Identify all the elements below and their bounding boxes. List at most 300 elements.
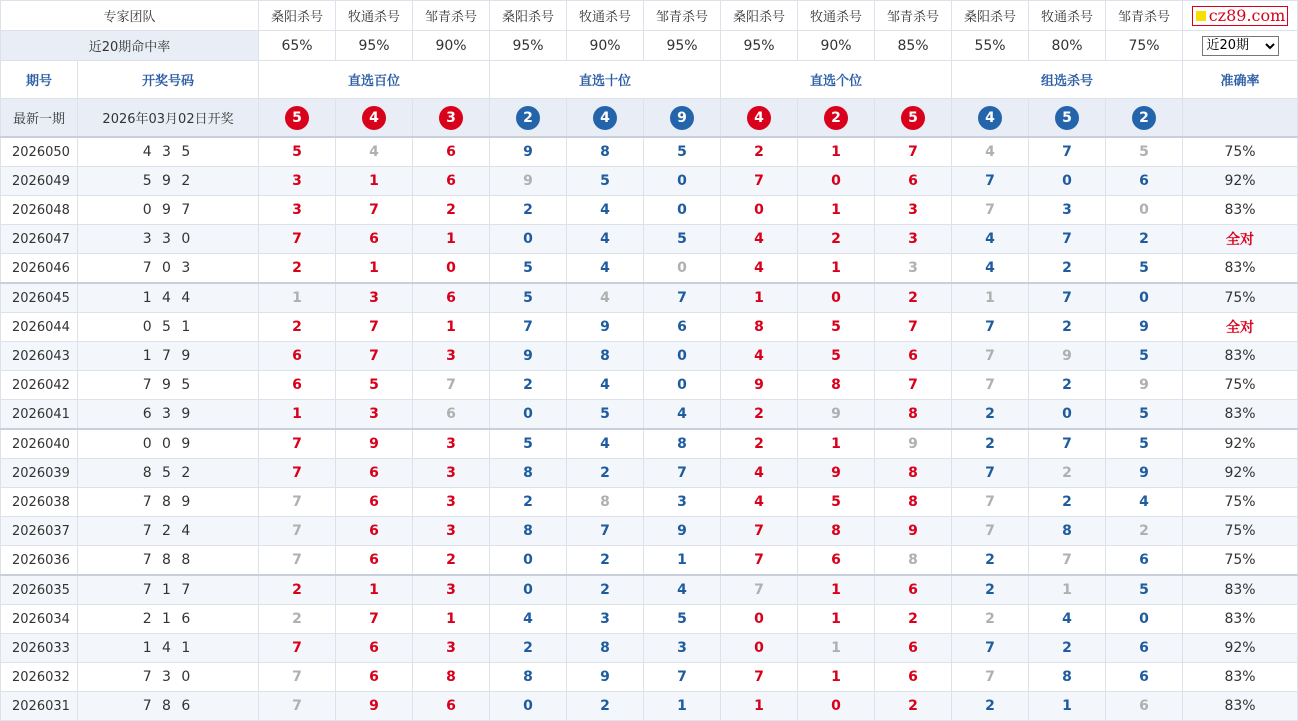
draw-numbers: 3 3 0 — [78, 225, 259, 254]
kill-number: 3 — [413, 634, 490, 663]
kill-number: 6 — [798, 546, 875, 576]
kill-number: 2 — [259, 575, 336, 605]
kill-number: 9 — [567, 313, 644, 342]
kill-number: 5 — [336, 371, 413, 400]
kill-number: 6 — [413, 167, 490, 196]
kill-number: 2 — [259, 605, 336, 634]
draw-numbers: 7 8 8 — [78, 546, 259, 576]
kill-number: 8 — [490, 517, 567, 546]
hit-rate: 75% — [1106, 31, 1183, 61]
kill-number: 7 — [952, 488, 1029, 517]
kill-number: 6 — [1106, 167, 1183, 196]
kill-number: 4 — [567, 254, 644, 284]
kill-number: 8 — [875, 546, 952, 576]
kill-number: 2 — [952, 546, 1029, 576]
kill-number: 7 — [259, 517, 336, 546]
kill-number: 8 — [798, 517, 875, 546]
site-logo[interactable] — [1192, 6, 1289, 26]
logo-square-icon — [1196, 11, 1206, 21]
kill-number: 4 — [567, 429, 644, 459]
issue-number: 2026038 — [1, 488, 78, 517]
kill-number: 3 — [644, 634, 721, 663]
kill-number: 0 — [1029, 167, 1106, 196]
kill-number: 2 — [952, 429, 1029, 459]
issue-number: 2026050 — [1, 137, 78, 167]
draw-numbers: 4 3 5 — [78, 137, 259, 167]
kill-number: 6 — [413, 400, 490, 430]
kill-number: 0 — [1106, 605, 1183, 634]
kill-number: 7 — [336, 313, 413, 342]
table-row — [1, 137, 1298, 167]
kill-number: 8 — [875, 400, 952, 430]
kill-number: 7 — [1029, 546, 1106, 576]
kill-number: 7 — [1029, 225, 1106, 254]
kill-number: 4 — [644, 575, 721, 605]
kill-number: 4 — [567, 196, 644, 225]
kill-number: 2 — [1029, 634, 1106, 663]
issue-number: 2026041 — [1, 400, 78, 430]
kill-number: 7 — [952, 371, 1029, 400]
prediction-ball: 2 — [1132, 106, 1156, 130]
hit-rate: 80% — [1029, 31, 1106, 61]
issue-number: 2026045 — [1, 283, 78, 313]
kill-number: 5 — [798, 342, 875, 371]
table-row — [1, 196, 1298, 225]
kill-number: 9 — [336, 429, 413, 459]
prediction-ball: 5 — [285, 106, 309, 130]
kill-number: 3 — [644, 488, 721, 517]
logo-cell — [1183, 1, 1298, 31]
period-select[interactable] — [1202, 36, 1279, 56]
kill-number: 7 — [644, 459, 721, 488]
table-row — [1, 371, 1298, 400]
expert-name: 桑阳杀号 — [259, 1, 336, 31]
kill-number: 1 — [413, 605, 490, 634]
logo-text: cz89.com — [1208, 5, 1286, 25]
kill-number: 0 — [490, 225, 567, 254]
kill-number: 7 — [259, 634, 336, 663]
kill-number: 1 — [798, 663, 875, 692]
kill-number: 5 — [567, 167, 644, 196]
kill-number: 0 — [644, 167, 721, 196]
table-row — [1, 254, 1298, 284]
expert-name: 牧通杀号 — [1029, 1, 1106, 31]
kill-number: 5 — [1106, 342, 1183, 371]
kill-number: 1 — [798, 137, 875, 167]
draw-numbers: 0 5 1 — [78, 313, 259, 342]
kill-number: 1 — [798, 429, 875, 459]
kill-number: 7 — [1029, 283, 1106, 313]
group-header-hundreds: 直选百位 — [259, 61, 490, 99]
latest-prediction-row — [1, 99, 1298, 138]
kill-number: 5 — [798, 313, 875, 342]
prediction-ball: 5 — [1055, 106, 1079, 130]
draw-numbers: 7 3 0 — [78, 663, 259, 692]
kill-number: 5 — [644, 137, 721, 167]
kill-number: 5 — [798, 488, 875, 517]
draw-numbers: 7 0 3 — [78, 254, 259, 284]
kill-number: 8 — [1029, 663, 1106, 692]
kill-number: 7 — [490, 313, 567, 342]
expert-name: 牧通杀号 — [798, 1, 875, 31]
kill-number: 6 — [336, 517, 413, 546]
kill-number: 6 — [1106, 634, 1183, 663]
kill-number: 2 — [259, 254, 336, 284]
hit-rate: 85% — [875, 31, 952, 61]
kill-number: 4 — [567, 283, 644, 313]
issue-number: 2026048 — [1, 196, 78, 225]
table-row — [1, 575, 1298, 605]
kill-number: 8 — [644, 429, 721, 459]
issue-number: 2026039 — [1, 459, 78, 488]
kill-number: 8 — [875, 488, 952, 517]
kill-number: 2 — [952, 575, 1029, 605]
kill-number: 2 — [721, 137, 798, 167]
accuracy-value: 83% — [1183, 605, 1298, 634]
draw-numbers: 6 3 9 — [78, 400, 259, 430]
issue-number: 2026043 — [1, 342, 78, 371]
kill-number: 3 — [413, 342, 490, 371]
kill-number: 2 — [1029, 371, 1106, 400]
kill-number: 2 — [1029, 488, 1106, 517]
table-row — [1, 605, 1298, 634]
kill-number: 0 — [644, 342, 721, 371]
accuracy-value: 92% — [1183, 459, 1298, 488]
kill-number: 4 — [721, 254, 798, 284]
kill-number: 9 — [490, 167, 567, 196]
accuracy-value: 92% — [1183, 167, 1298, 196]
kill-number: 9 — [798, 400, 875, 430]
kill-number: 9 — [336, 692, 413, 721]
kill-number: 0 — [644, 196, 721, 225]
kill-number: 1 — [644, 546, 721, 576]
kill-number: 8 — [567, 342, 644, 371]
kill-number: 9 — [1106, 459, 1183, 488]
kill-number: 0 — [721, 634, 798, 663]
issue-number: 2026042 — [1, 371, 78, 400]
expert-name: 邹青杀号 — [1106, 1, 1183, 31]
draw-numbers: 1 4 1 — [78, 634, 259, 663]
kill-number: 6 — [1106, 546, 1183, 576]
issue-number: 2026036 — [1, 546, 78, 576]
kill-number: 4 — [567, 371, 644, 400]
kill-number: 5 — [1106, 137, 1183, 167]
kill-number: 4 — [721, 488, 798, 517]
history-rows — [1, 137, 1298, 721]
draw-numbers: 1 4 4 — [78, 283, 259, 313]
kill-number: 4 — [644, 400, 721, 430]
kill-number: 5 — [644, 225, 721, 254]
kill-number: 7 — [721, 663, 798, 692]
kill-number: 6 — [336, 663, 413, 692]
expert-name: 邹青杀号 — [644, 1, 721, 31]
kill-number: 7 — [952, 196, 1029, 225]
hit-rate-label: 近20期命中率 — [1, 31, 259, 61]
kill-number: 3 — [259, 167, 336, 196]
kill-number: 6 — [336, 546, 413, 576]
draw-numbers: 0 9 7 — [78, 196, 259, 225]
kill-number: 1 — [798, 634, 875, 663]
group-header-units: 直选个位 — [721, 61, 952, 99]
kill-number: 2 — [1029, 313, 1106, 342]
latest-draw-date: 2026年03月02日开奖 — [78, 99, 259, 138]
kill-number: 7 — [259, 429, 336, 459]
expert-name: 桑阳杀号 — [721, 1, 798, 31]
table-row — [1, 225, 1298, 254]
expert-name: 牧通杀号 — [336, 1, 413, 31]
kill-number: 5 — [1106, 400, 1183, 430]
kill-number: 9 — [490, 342, 567, 371]
kill-number: 7 — [952, 313, 1029, 342]
kill-number: 3 — [413, 575, 490, 605]
kill-number: 9 — [798, 459, 875, 488]
kill-number: 7 — [413, 371, 490, 400]
kill-number: 2 — [952, 692, 1029, 721]
kill-number: 5 — [1106, 429, 1183, 459]
draw-numbers: 1 7 9 — [78, 342, 259, 371]
issue-column-header: 期号 — [1, 61, 78, 99]
kill-number: 7 — [875, 371, 952, 400]
kill-number: 0 — [798, 167, 875, 196]
kill-number: 7 — [721, 517, 798, 546]
kill-number: 6 — [336, 459, 413, 488]
kill-number: 2 — [1106, 517, 1183, 546]
kill-number: 2 — [952, 400, 1029, 430]
kill-number: 1 — [1029, 692, 1106, 721]
kill-number: 2 — [490, 634, 567, 663]
latest-accuracy-empty — [1183, 99, 1298, 138]
kill-number: 8 — [567, 137, 644, 167]
kill-number: 8 — [567, 634, 644, 663]
kill-number: 7 — [952, 663, 1029, 692]
draw-numbers: 7 9 5 — [78, 371, 259, 400]
hit-rate: 90% — [413, 31, 490, 61]
kill-number: 3 — [259, 196, 336, 225]
kill-number: 8 — [875, 459, 952, 488]
kill-number: 2 — [567, 575, 644, 605]
kill-number: 4 — [721, 459, 798, 488]
kill-number: 2 — [798, 225, 875, 254]
kill-number: 1 — [721, 283, 798, 313]
kill-number: 7 — [721, 167, 798, 196]
kill-number: 5 — [1106, 575, 1183, 605]
accuracy-value: 83% — [1183, 400, 1298, 430]
kill-number: 4 — [721, 225, 798, 254]
draw-numbers: 7 8 9 — [78, 488, 259, 517]
kill-number: 2 — [567, 692, 644, 721]
kill-number: 2 — [490, 488, 567, 517]
prediction-ball: 4 — [747, 106, 771, 130]
kill-number: 7 — [644, 283, 721, 313]
kill-number: 9 — [875, 517, 952, 546]
kill-number: 3 — [1029, 196, 1106, 225]
kill-number: 6 — [413, 137, 490, 167]
team-label: 专家团队 — [1, 1, 259, 31]
kill-number: 7 — [259, 488, 336, 517]
kill-number: 5 — [490, 254, 567, 284]
prediction-ball: 4 — [978, 106, 1002, 130]
issue-number: 2026035 — [1, 575, 78, 605]
kill-number: 6 — [413, 692, 490, 721]
prediction-ball: 2 — [824, 106, 848, 130]
draw-numbers: 8 5 2 — [78, 459, 259, 488]
kill-number: 0 — [490, 546, 567, 576]
kill-number: 7 — [952, 517, 1029, 546]
kill-number: 7 — [1029, 429, 1106, 459]
kill-number: 8 — [567, 488, 644, 517]
kill-number: 8 — [721, 313, 798, 342]
kill-number: 2 — [490, 196, 567, 225]
table-row — [1, 342, 1298, 371]
hit-rate: 95% — [336, 31, 413, 61]
kill-number: 7 — [721, 546, 798, 576]
prediction-ball: 3 — [439, 106, 463, 130]
kill-number: 6 — [413, 283, 490, 313]
kill-number: 7 — [259, 546, 336, 576]
kill-number: 7 — [259, 692, 336, 721]
prediction-ball: 5 — [901, 106, 925, 130]
kill-number: 0 — [798, 283, 875, 313]
kill-number: 3 — [875, 254, 952, 284]
kill-number: 9 — [721, 371, 798, 400]
kill-number: 5 — [490, 283, 567, 313]
issue-number: 2026046 — [1, 254, 78, 284]
expert-name: 桑阳杀号 — [490, 1, 567, 31]
table-row — [1, 400, 1298, 430]
kill-number: 2 — [567, 459, 644, 488]
table-row — [1, 283, 1298, 313]
hit-rate: 65% — [259, 31, 336, 61]
kill-number: 3 — [336, 400, 413, 430]
kill-number: 2 — [1029, 459, 1106, 488]
kill-number: 9 — [490, 137, 567, 167]
table-row — [1, 313, 1298, 342]
latest-label: 最新一期 — [1, 99, 78, 138]
accuracy-value: 75% — [1183, 371, 1298, 400]
kill-number: 4 — [336, 137, 413, 167]
kill-number: 9 — [644, 517, 721, 546]
hit-rate: 90% — [567, 31, 644, 61]
kill-number: 0 — [644, 371, 721, 400]
kill-number: 5 — [490, 429, 567, 459]
kill-number: 7 — [875, 313, 952, 342]
kill-number: 1 — [336, 167, 413, 196]
kill-number: 0 — [644, 254, 721, 284]
accuracy-value: 全对 — [1183, 313, 1298, 342]
prediction-ball: 9 — [670, 106, 694, 130]
accuracy-value: 92% — [1183, 634, 1298, 663]
accuracy-value: 83% — [1183, 342, 1298, 371]
kill-number: 2 — [875, 605, 952, 634]
table-row — [1, 546, 1298, 576]
kill-number: 2 — [490, 371, 567, 400]
issue-number: 2026040 — [1, 429, 78, 459]
kill-number: 6 — [644, 313, 721, 342]
kill-number: 0 — [490, 692, 567, 721]
hit-rate-row — [1, 31, 1298, 61]
kill-number: 6 — [875, 663, 952, 692]
kill-number: 4 — [1029, 605, 1106, 634]
kill-number: 6 — [259, 371, 336, 400]
kill-number: 7 — [952, 459, 1029, 488]
kill-number: 0 — [490, 575, 567, 605]
draw-numbers: 2 1 6 — [78, 605, 259, 634]
kill-number: 4 — [952, 225, 1029, 254]
kill-number: 3 — [567, 605, 644, 634]
expert-name: 桑阳杀号 — [952, 1, 1029, 31]
expert-name: 邹青杀号 — [875, 1, 952, 31]
draw-numbers: 0 0 9 — [78, 429, 259, 459]
table-row — [1, 517, 1298, 546]
kill-number: 1 — [336, 575, 413, 605]
expert-name: 邹青杀号 — [413, 1, 490, 31]
kill-number: 4 — [1106, 488, 1183, 517]
draw-numbers: 5 9 2 — [78, 167, 259, 196]
kill-number: 4 — [952, 254, 1029, 284]
kill-number: 3 — [875, 225, 952, 254]
group-header-group-kill: 组选杀号 — [952, 61, 1183, 99]
prediction-ball: 2 — [516, 106, 540, 130]
accuracy-value: 75% — [1183, 488, 1298, 517]
kill-number: 8 — [1029, 517, 1106, 546]
kill-number: 1 — [952, 283, 1029, 313]
issue-number: 2026049 — [1, 167, 78, 196]
kill-number: 1 — [798, 196, 875, 225]
kill-number: 3 — [413, 459, 490, 488]
period-select-cell — [1183, 31, 1298, 61]
kill-number: 1 — [1029, 575, 1106, 605]
kill-number: 7 — [875, 137, 952, 167]
kill-number: 4 — [721, 342, 798, 371]
accuracy-value: 83% — [1183, 196, 1298, 225]
kill-number: 0 — [798, 692, 875, 721]
issue-number: 2026034 — [1, 605, 78, 634]
expert-name: 牧通杀号 — [567, 1, 644, 31]
kill-number: 0 — [413, 254, 490, 284]
kill-number: 7 — [259, 663, 336, 692]
kill-number: 2 — [875, 283, 952, 313]
hit-rate: 95% — [644, 31, 721, 61]
kill-number: 8 — [490, 663, 567, 692]
kill-number: 2 — [952, 605, 1029, 634]
kill-number: 7 — [336, 605, 413, 634]
hit-rate: 95% — [490, 31, 567, 61]
kill-number: 1 — [798, 575, 875, 605]
kill-number: 2 — [875, 692, 952, 721]
kill-number: 6 — [875, 167, 952, 196]
kill-number: 3 — [413, 488, 490, 517]
kill-number: 7 — [336, 196, 413, 225]
kill-number: 0 — [490, 400, 567, 430]
kill-number: 2 — [721, 429, 798, 459]
issue-number: 2026031 — [1, 692, 78, 721]
kill-number: 1 — [259, 283, 336, 313]
accuracy-value: 75% — [1183, 546, 1298, 576]
draw-column-header: 开奖号码 — [78, 61, 259, 99]
kill-number: 1 — [798, 254, 875, 284]
issue-number: 2026047 — [1, 225, 78, 254]
table-row — [1, 429, 1298, 459]
kill-number: 1 — [798, 605, 875, 634]
accuracy-value: 83% — [1183, 254, 1298, 284]
kill-number: 7 — [644, 663, 721, 692]
issue-number: 2026033 — [1, 634, 78, 663]
accuracy-value: 92% — [1183, 429, 1298, 459]
column-group-row — [1, 61, 1298, 99]
accuracy-value: 83% — [1183, 692, 1298, 721]
kill-number: 6 — [875, 575, 952, 605]
kill-number: 3 — [875, 196, 952, 225]
